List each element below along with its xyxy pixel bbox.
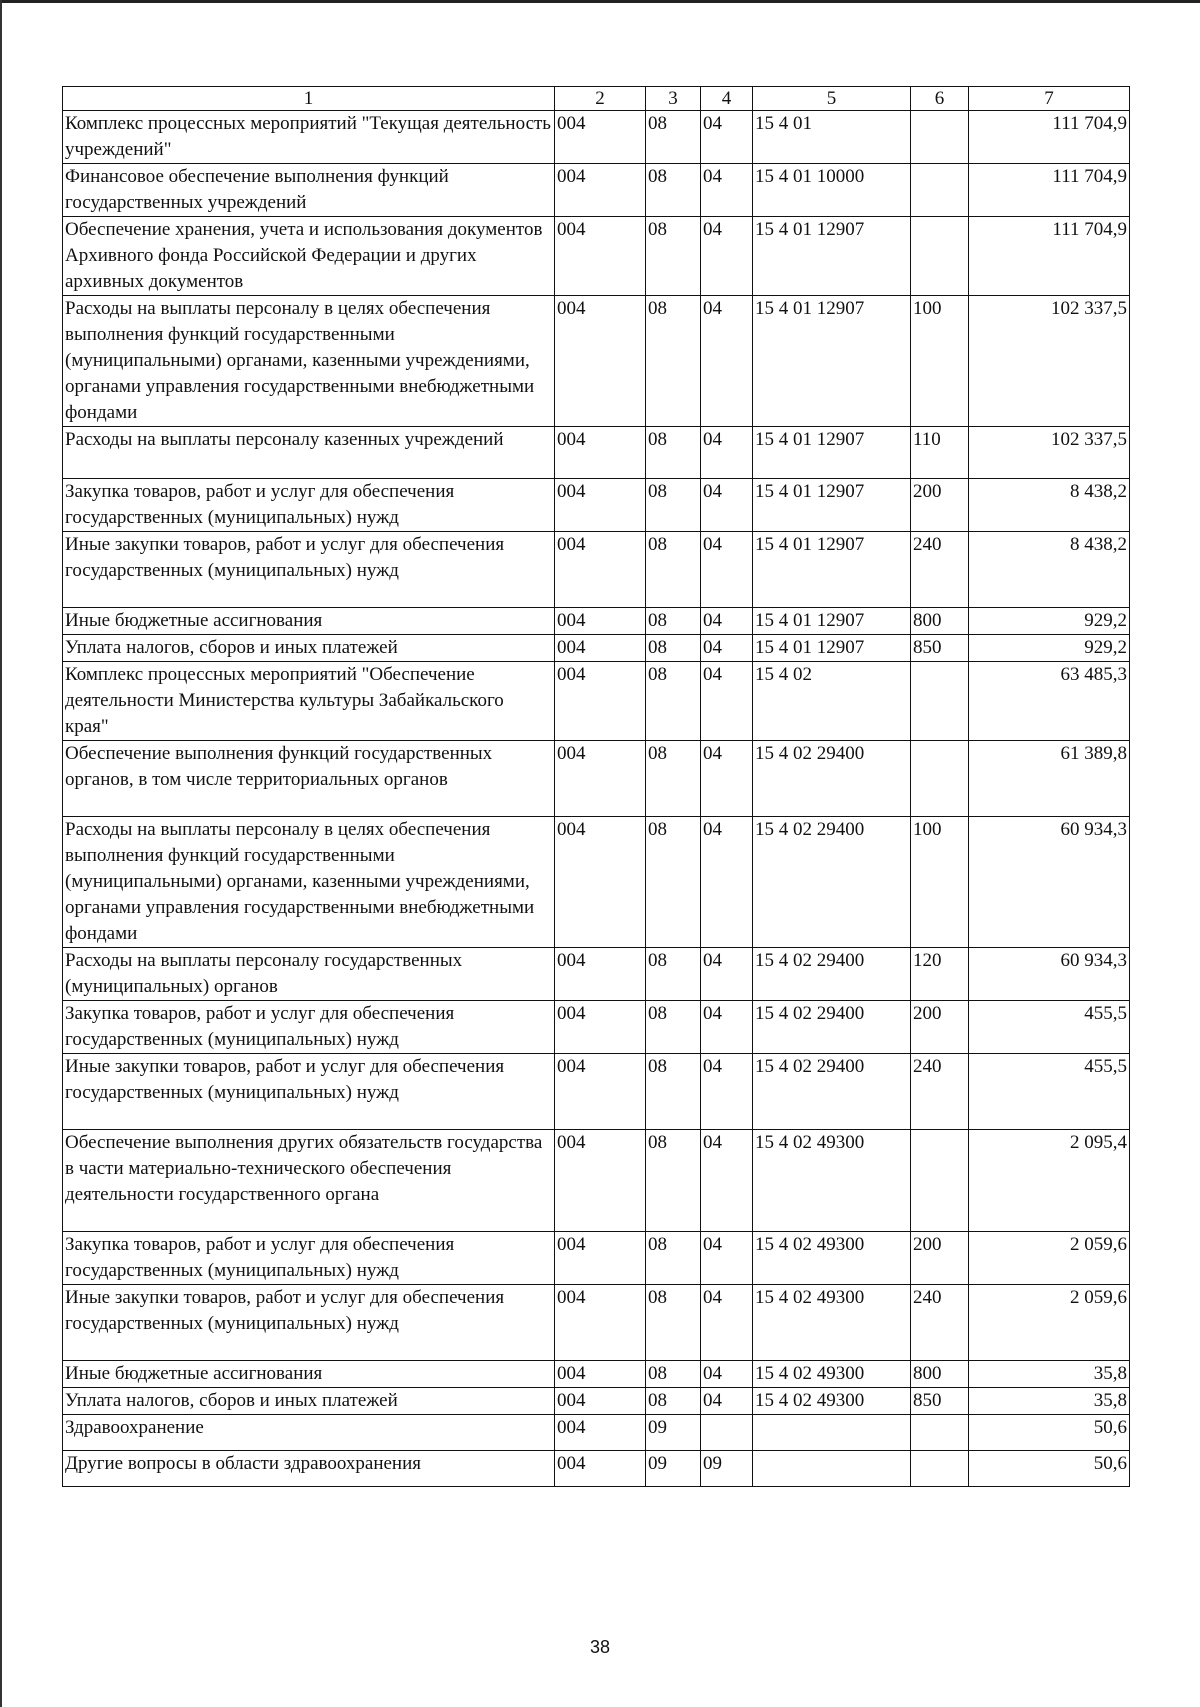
amount-cell: 35,8 [969,1388,1130,1415]
code-cell-2: 004 [555,1054,646,1130]
table-row [63,296,1130,427]
code-cell-6: 120 [911,948,969,1001]
table-row [63,662,1130,741]
code-cell-5: 15 4 02 29400 [753,1001,911,1054]
table-row [63,1361,1130,1388]
table-row [63,1130,1130,1232]
table-row [63,635,1130,662]
code-cell-2: 004 [555,1388,646,1415]
code-cell-4: 04 [701,1054,753,1130]
amount-cell: 455,5 [969,1054,1130,1130]
column-header-5: 5 [753,87,911,111]
code-cell-3: 08 [646,1285,701,1361]
code-cell-3: 08 [646,608,701,635]
code-cell-6: 240 [911,1285,969,1361]
code-cell-4: 04 [701,1285,753,1361]
code-cell-6: 200 [911,479,969,532]
column-header-2: 2 [555,87,646,111]
code-cell-5: 15 4 01 12907 [753,427,911,479]
code-cell-6 [911,217,969,296]
code-cell-2: 004 [555,217,646,296]
code-cell-5: 15 4 01 12907 [753,532,911,608]
table-row [63,817,1130,948]
code-cell-4: 04 [701,948,753,1001]
table-row [63,164,1130,217]
code-cell-5: 15 4 01 12907 [753,608,911,635]
amount-cell: 63 485,3 [969,662,1130,741]
code-cell-6: 800 [911,608,969,635]
amount-cell: 60 934,3 [969,817,1130,948]
code-cell-2: 004 [555,532,646,608]
table-row [63,1285,1130,1361]
code-cell-2: 004 [555,1285,646,1361]
code-cell-2: 004 [555,608,646,635]
code-cell-6: 850 [911,635,969,662]
amount-cell: 8 438,2 [969,479,1130,532]
code-cell-4: 04 [701,741,753,817]
code-cell-3: 08 [646,111,701,164]
code-cell-5: 15 4 02 29400 [753,1054,911,1130]
table-row [63,1001,1130,1054]
code-cell-4: 04 [701,1130,753,1232]
code-cell-4: 09 [701,1451,753,1487]
code-cell-4: 04 [701,427,753,479]
code-cell-3: 08 [646,532,701,608]
column-header-1: 1 [63,87,555,111]
amount-cell: 8 438,2 [969,532,1130,608]
code-cell-3: 08 [646,217,701,296]
table-row [63,111,1130,164]
code-cell-3: 08 [646,817,701,948]
row-name-cell: Расходы на выплаты персоналу казенных учреждений [63,427,555,479]
amount-cell: 50,6 [969,1415,1130,1451]
code-cell-5: 15 4 01 12907 [753,296,911,427]
code-cell-5: 15 4 01 [753,111,911,164]
code-cell-3: 09 [646,1451,701,1487]
column-header-7: 7 [969,87,1130,111]
code-cell-4: 04 [701,532,753,608]
row-name-cell: Обеспечение выполнения других обязательств государства в части материально-технического обеспечения деятельности государственного органа [63,1130,555,1232]
code-cell-5: 15 4 02 [753,662,911,741]
code-cell-4: 04 [701,111,753,164]
code-cell-5: 15 4 02 49300 [753,1388,911,1415]
code-cell-2: 004 [555,479,646,532]
code-cell-2: 004 [555,1415,646,1451]
amount-cell: 61 389,8 [969,741,1130,817]
code-cell-5: 15 4 02 29400 [753,817,911,948]
code-cell-4: 04 [701,479,753,532]
table-row [63,532,1130,608]
code-cell-6: 110 [911,427,969,479]
amount-cell: 50,6 [969,1451,1130,1487]
code-cell-5 [753,1451,911,1487]
table-row [63,948,1130,1001]
column-header-4: 4 [701,87,753,111]
code-cell-2: 004 [555,1130,646,1232]
code-cell-2: 004 [555,948,646,1001]
table-row [63,427,1130,479]
code-cell-2: 004 [555,1451,646,1487]
code-cell-4: 04 [701,1001,753,1054]
code-cell-2: 004 [555,427,646,479]
code-cell-4: 04 [701,217,753,296]
code-cell-3: 08 [646,1001,701,1054]
row-name-cell: Комплекс процессных мероприятий "Текущая деятельность учреждений" [63,111,555,164]
code-cell-4: 04 [701,296,753,427]
code-cell-4: 04 [701,1232,753,1285]
row-name-cell: Уплата налогов, сборов и иных платежей [63,1388,555,1415]
code-cell-5: 15 4 02 49300 [753,1285,911,1361]
code-cell-3: 08 [646,296,701,427]
code-cell-6: 200 [911,1001,969,1054]
code-cell-3: 08 [646,1388,701,1415]
row-name-cell: Обеспечение хранения, учета и использования документов Архивного фонда Российской Федерации и других архивных документов [63,217,555,296]
table-row [63,1054,1130,1130]
code-cell-4: 04 [701,164,753,217]
row-name-cell: Финансовое обеспечение выполнения функций государственных учреждений [63,164,555,217]
table-row [63,608,1130,635]
code-cell-4 [701,1415,753,1451]
code-cell-6 [911,662,969,741]
page-top-edge [0,0,1200,3]
code-cell-6 [911,1415,969,1451]
page-left-edge [0,0,2,1707]
row-name-cell: Закупка товаров, работ и услуг для обеспечения государственных (муниципальных) нужд [63,1232,555,1285]
code-cell-3: 08 [646,1232,701,1285]
code-cell-5: 15 4 01 10000 [753,164,911,217]
row-name-cell: Иные закупки товаров, работ и услуг для обеспечения государственных (муниципальных) нужд [63,532,555,608]
code-cell-2: 004 [555,1001,646,1054]
table-body [63,111,1130,1487]
amount-cell: 111 704,9 [969,111,1130,164]
code-cell-3: 08 [646,1054,701,1130]
row-name-cell: Иные закупки товаров, работ и услуг для обеспечения государственных (муниципальных) нужд [63,1285,555,1361]
amount-cell: 2 095,4 [969,1130,1130,1232]
code-cell-3: 09 [646,1415,701,1451]
table-row [63,741,1130,817]
code-cell-2: 004 [555,817,646,948]
code-cell-2: 004 [555,741,646,817]
code-cell-6: 200 [911,1232,969,1285]
code-cell-4: 04 [701,635,753,662]
code-cell-6: 240 [911,1054,969,1130]
column-header-3: 3 [646,87,701,111]
header-row [63,87,1130,111]
code-cell-6: 850 [911,1388,969,1415]
amount-cell: 111 704,9 [969,164,1130,217]
row-name-cell: Закупка товаров, работ и услуг для обеспечения государственных (муниципальных) нужд [63,479,555,532]
row-name-cell: Иные закупки товаров, работ и услуг для обеспечения государственных (муниципальных) нужд [63,1054,555,1130]
row-name-cell: Здравоохранение [63,1415,555,1451]
code-cell-3: 08 [646,948,701,1001]
code-cell-4: 04 [701,1388,753,1415]
code-cell-6: 100 [911,296,969,427]
code-cell-2: 004 [555,164,646,217]
table-row [63,1451,1130,1487]
row-name-cell: Другие вопросы в области здравоохранения [63,1451,555,1487]
code-cell-3: 08 [646,479,701,532]
row-name-cell: Расходы на выплаты персоналу государственных (муниципальных) органов [63,948,555,1001]
amount-cell: 35,8 [969,1361,1130,1388]
code-cell-6 [911,1451,969,1487]
page-number: 38 [589,1637,611,1657]
code-cell-3: 08 [646,1361,701,1388]
row-name-cell: Закупка товаров, работ и услуг для обеспечения государственных (муниципальных) нужд [63,1001,555,1054]
code-cell-5: 15 4 01 12907 [753,635,911,662]
code-cell-6 [911,1130,969,1232]
code-cell-6 [911,164,969,217]
code-cell-5: 15 4 02 49300 [753,1232,911,1285]
amount-cell: 929,2 [969,635,1130,662]
amount-cell: 102 337,5 [969,296,1130,427]
column-header-6: 6 [911,87,969,111]
code-cell-2: 004 [555,296,646,427]
table-row [63,1232,1130,1285]
code-cell-5: 15 4 02 49300 [753,1130,911,1232]
code-cell-6: 100 [911,817,969,948]
code-cell-2: 004 [555,1232,646,1285]
code-cell-2: 004 [555,111,646,164]
table-row [63,1415,1130,1451]
code-cell-3: 08 [646,427,701,479]
table-row [63,217,1130,296]
code-cell-5: 15 4 02 29400 [753,948,911,1001]
code-cell-6 [911,111,969,164]
amount-cell: 60 934,3 [969,948,1130,1001]
code-cell-3: 08 [646,662,701,741]
row-name-cell: Расходы на выплаты персоналу в целях обеспечения выполнения функций государственными (муниципальными) органами, казенными учреждениями, органами управления государственными внебюджетными фондами [63,817,555,948]
code-cell-5: 15 4 01 12907 [753,479,911,532]
row-name-cell: Иные бюджетные ассигнования [63,1361,555,1388]
code-cell-3: 08 [646,164,701,217]
amount-cell: 455,5 [969,1001,1130,1054]
code-cell-2: 004 [555,662,646,741]
row-name-cell: Иные бюджетные ассигнования [63,608,555,635]
code-cell-5: 15 4 02 29400 [753,741,911,817]
code-cell-5 [753,1415,911,1451]
table-row [63,1388,1130,1415]
table-row [63,479,1130,532]
amount-cell: 2 059,6 [969,1285,1130,1361]
code-cell-3: 08 [646,1130,701,1232]
code-cell-3: 08 [646,741,701,817]
code-cell-4: 04 [701,817,753,948]
row-name-cell: Комплекс процессных мероприятий "Обеспечение деятельности Министерства культуры Забайкальского края" [63,662,555,741]
code-cell-4: 04 [701,662,753,741]
code-cell-2: 004 [555,1361,646,1388]
amount-cell: 2 059,6 [969,1232,1130,1285]
code-cell-5: 15 4 02 49300 [753,1361,911,1388]
code-cell-5: 15 4 01 12907 [753,217,911,296]
code-cell-6 [911,741,969,817]
amount-cell: 111 704,9 [969,217,1130,296]
budget-table [62,86,1130,1487]
code-cell-6: 800 [911,1361,969,1388]
code-cell-4: 04 [701,608,753,635]
row-name-cell: Уплата налогов, сборов и иных платежей [63,635,555,662]
code-cell-3: 08 [646,635,701,662]
amount-cell: 929,2 [969,608,1130,635]
row-name-cell: Расходы на выплаты персоналу в целях обеспечения выполнения функций государственными (муниципальными) органами, казенными учреждениями, органами управления государственными внебюджетными фондами [63,296,555,427]
code-cell-4: 04 [701,1361,753,1388]
amount-cell: 102 337,5 [969,427,1130,479]
code-cell-2: 004 [555,635,646,662]
row-name-cell: Обеспечение выполнения функций государственных органов, в том числе территориальных органов [63,741,555,817]
code-cell-6: 240 [911,532,969,608]
